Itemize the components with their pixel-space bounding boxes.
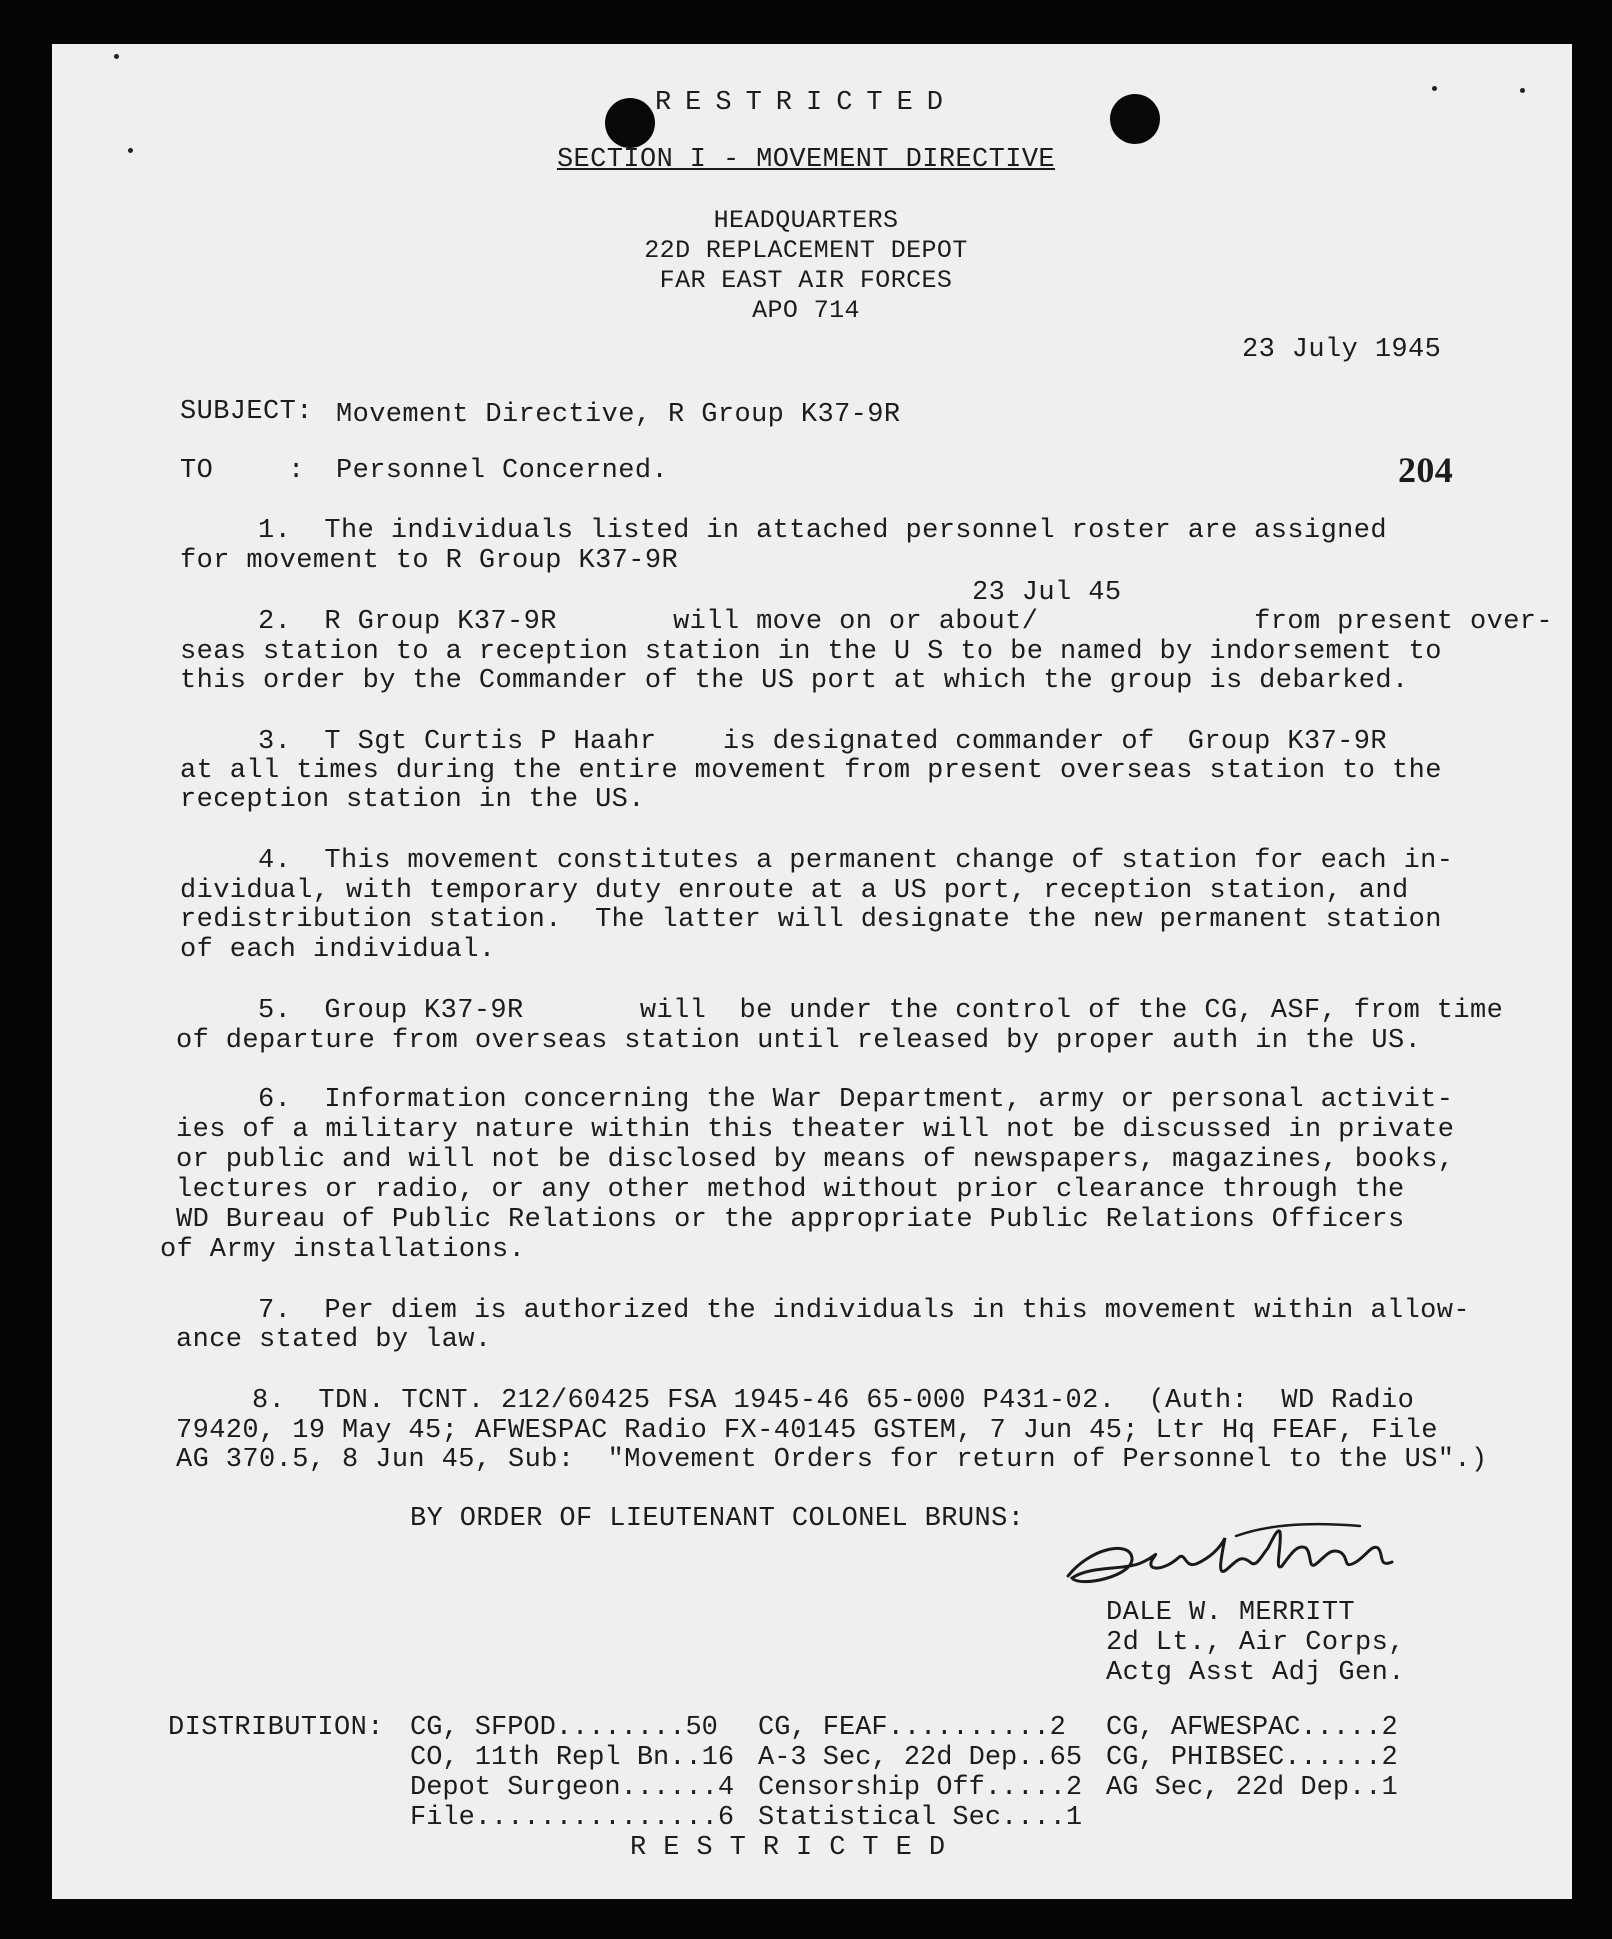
org-line-3: FAR EAST AIR FORCES: [659, 266, 953, 295]
para5-line2: of departure from overseas station until released by proper auth in the US.: [176, 1026, 1422, 1056]
subject-label: SUBJECT:: [180, 397, 313, 427]
section-title: SECTION I - MOVEMENT DIRECTIVE: [556, 145, 1056, 175]
distribution-entry: CG, PHIBSEC......2: [1106, 1743, 1398, 1773]
file-number: 204: [1398, 450, 1454, 490]
distribution-entry: Statistical Sec....1: [758, 1803, 1083, 1833]
distribution-entry: Censorship Off.....2: [758, 1773, 1083, 1803]
distribution-entry: CO, 11th Repl Bn..16: [410, 1743, 735, 1773]
para1-line1: 1. The individuals listed in attached personnel roster are assigned: [258, 516, 1387, 546]
para6-line3: or public and will not be disclosed by means of newspapers, magazines, books,: [176, 1145, 1455, 1175]
classification-bottom: R E S T R I C T E D: [630, 1833, 946, 1863]
org-line-1: HEADQUARTERS: [713, 206, 899, 235]
distribution-entry: CG, FEAF..........2: [758, 1713, 1066, 1743]
subject-value: Movement Directive, R Group K37-9R: [336, 400, 901, 430]
para3-line2: at all times during the entire movement from present overseas station to the: [180, 756, 1442, 786]
org-line-2: 22D REPLACEMENT DEPOT: [644, 236, 968, 265]
distribution-entry: Depot Surgeon......4: [410, 1773, 735, 1803]
para6-line5: WD Bureau of Public Relations or the appropriate Public Relations Officers: [176, 1205, 1405, 1235]
para4-line4: of each individual.: [180, 935, 496, 965]
distribution-entry: CG, AFWESPAC.....2: [1106, 1713, 1398, 1743]
para8-line2: 79420, 19 May 45; AFWESPAC Radio FX-40145 GSTEM, 7 Jun 45; Ltr Hq FEAF, File: [176, 1416, 1438, 1446]
para2-line1: 2. R Group K37-9R will move on or about/ from present over-: [258, 607, 1554, 637]
para6-line1: 6. Information concerning the War Department, army or personal activit-: [258, 1085, 1454, 1115]
signer-rank: 2d Lt., Air Corps,: [1106, 1628, 1405, 1658]
para2-insert: 23 Jul 45: [972, 578, 1122, 608]
to-label: TO: [180, 456, 214, 486]
org-line-4: APO 714: [752, 296, 860, 325]
para6-line4: lectures or radio, or any other method without prior clearance through the: [176, 1175, 1405, 1205]
signer-name: DALE W. MERRITT: [1106, 1598, 1356, 1628]
para8-line3: AG 370.5, 8 Jun 45, Sub: "Movement Orders for return of Personnel to the US".): [176, 1445, 1488, 1475]
para2-line3: this order by the Commander of the US port at which the group is debarked.: [180, 666, 1409, 696]
para8-line1: 8. TDN. TCNT. 212/60425 FSA 1945-46 65-000 P431-02. (Auth: WD Radio: [252, 1386, 1415, 1416]
to-colon: :: [288, 456, 305, 486]
handwritten-signature: [1060, 1518, 1405, 1598]
distribution-list: [410, 1713, 1398, 1833]
para4-line1: 4. This movement constitutes a permanent change of station for each in-: [258, 846, 1454, 876]
para1-line2: for movement to R Group K37-9R: [180, 546, 679, 576]
para6-line2: ies of a military nature within this theater will not be discussed in private: [176, 1115, 1455, 1145]
distribution-label: DISTRIBUTION:: [168, 1713, 384, 1743]
classification-top: RESTRICTED: [654, 88, 958, 118]
para3-line3: reception station in the US.: [180, 785, 645, 815]
para7-line2: ance stated by law.: [176, 1325, 492, 1355]
para5-line1: 5. Group K37-9R will be under the control of the CG, ASF, from time: [258, 996, 1504, 1026]
para4-line3: redistribution station. The latter will designate the new permanent station: [180, 905, 1442, 935]
by-order-line: BY ORDER OF LIEUTENANT COLONEL BRUNS:: [410, 1504, 1025, 1534]
distribution-entry: AG Sec, 22d Dep..1: [1106, 1773, 1398, 1803]
distribution-entry: File...............6: [410, 1803, 735, 1833]
para2-line2: seas station to a reception station in the U S to be named by indorsement to: [180, 637, 1442, 667]
signer-title: Actg Asst Adj Gen.: [1106, 1658, 1405, 1688]
para6-line6: of Army installations.: [160, 1235, 526, 1265]
distribution-entry: A-3 Sec, 22d Dep..65: [758, 1743, 1083, 1773]
to-value: Personnel Concerned.: [336, 456, 669, 486]
document-date: 23 July 1945: [1242, 335, 1442, 365]
distribution-entry: CG, SFPOD........50: [410, 1713, 718, 1743]
speck: [114, 54, 119, 59]
para4-line2: dividual, with temporary duty enroute at a US port, reception station, and: [180, 876, 1409, 906]
para7-line1: 7. Per diem is authorized the individuals in this movement within allow-: [258, 1296, 1470, 1326]
para3-line1: 3. T Sgt Curtis P Haahr is designated commander of Group K37-9R: [258, 727, 1387, 757]
